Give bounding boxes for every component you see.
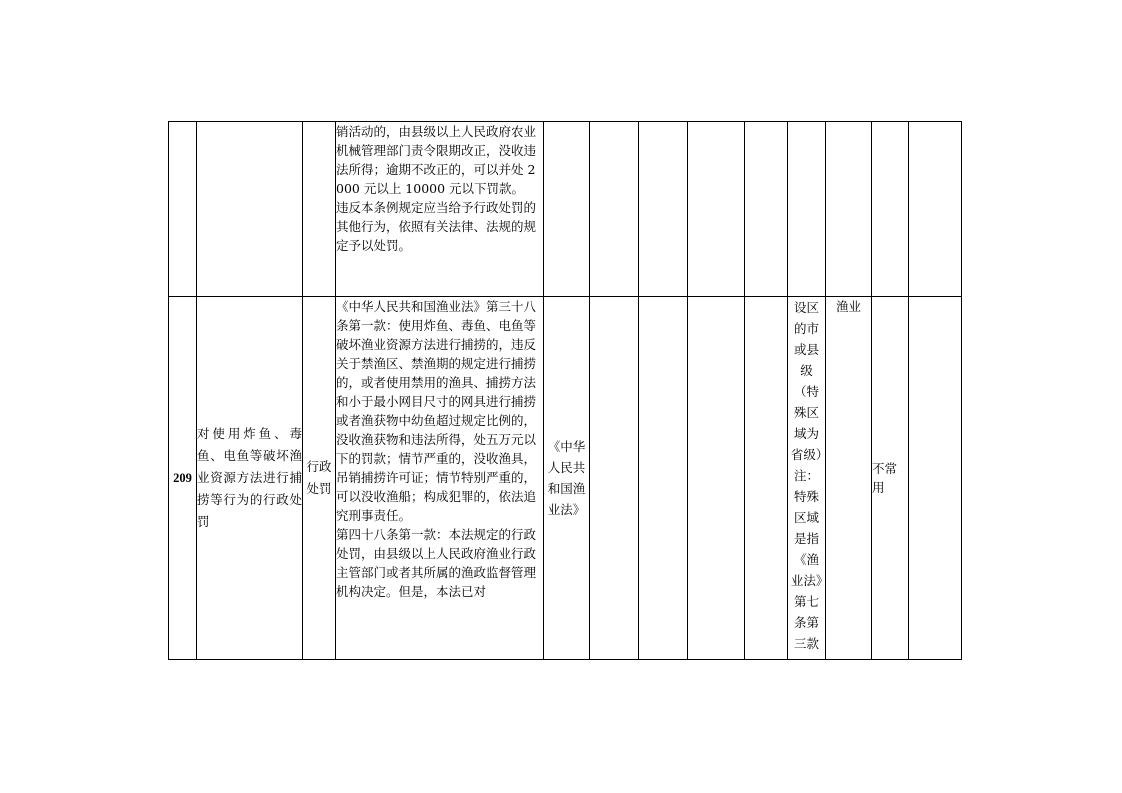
row-number-cell: 209	[169, 297, 197, 660]
empty-cell	[909, 297, 962, 660]
provision-cell	[336, 297, 544, 660]
provision-paragraph: 违反本条例规定应当给予行政处罚的其他行为，依照有关法律、法规的规定予以处罚。	[336, 200, 537, 253]
empty-cell	[544, 122, 590, 297]
empty-cell	[872, 122, 909, 297]
empty-cell	[590, 122, 639, 297]
table-row	[169, 122, 962, 297]
table-row	[169, 297, 962, 660]
empty-cell	[826, 122, 872, 297]
empty-cell	[639, 122, 688, 297]
provision-paragraph: 第四十八条第一款：本法规定的行政处罚，由县级以上人民政府渔业行政主管部门或者其所属的渔政监督管理机构决定。但是，本法已对	[336, 527, 537, 599]
provision-paragraph: 《中华人民共和国渔业法》第三十八条第一款：使用炸鱼、毒鱼、电鱼等破坏渔业资源方法进行捕捞的，违反关于禁渔区、禁渔期的规定进行捕捞的，或者使用禁用的渔具、捕捞方法和小于最小网目尺寸的网具进行捕捞或者渔获物中幼鱼超过规定比例的，没收渔获物和违法所得，处五万元以下的罚款；情节严重的，没收渔具，吊销捕捞许可证；情节特别严重的，可以没收渔船；构成犯罪的，依法追究刑事责任。	[336, 299, 537, 523]
enforcement-table	[168, 121, 962, 660]
enforcement-level-cell: 设区的市或县级（特殊区域为省级）注：特殊区域是指《渔业法》第七条第三款	[788, 297, 826, 660]
provision-paragraph: 销活动的，由县级以上人民政府农业机械管理部门责令限期改正，没收违法所得；逾期不改正的，可以并处 2000 元以上 10000 元以下罚款。	[336, 124, 537, 196]
empty-cell	[590, 297, 639, 660]
empty-cell	[788, 122, 826, 297]
item-name-cell	[197, 122, 303, 297]
legal-basis-cell: 《中华人民共和国渔业法》	[544, 297, 590, 660]
field-cell: 渔业	[826, 297, 872, 660]
empty-cell	[688, 297, 745, 660]
empty-cell	[688, 122, 745, 297]
row-number-cell	[169, 122, 197, 297]
empty-cell	[745, 122, 788, 297]
category-cell	[303, 122, 336, 297]
usage-cell: 不常用	[872, 297, 909, 660]
empty-cell	[909, 122, 962, 297]
empty-cell	[745, 297, 788, 660]
empty-cell	[639, 297, 688, 660]
item-name-cell: 对使用炸鱼、毒鱼、电鱼等破坏渔业资源方法进行捕捞等行为的行政处罚	[197, 297, 303, 660]
provision-cell	[336, 122, 544, 297]
category-cell: 行政处罚	[303, 297, 336, 660]
